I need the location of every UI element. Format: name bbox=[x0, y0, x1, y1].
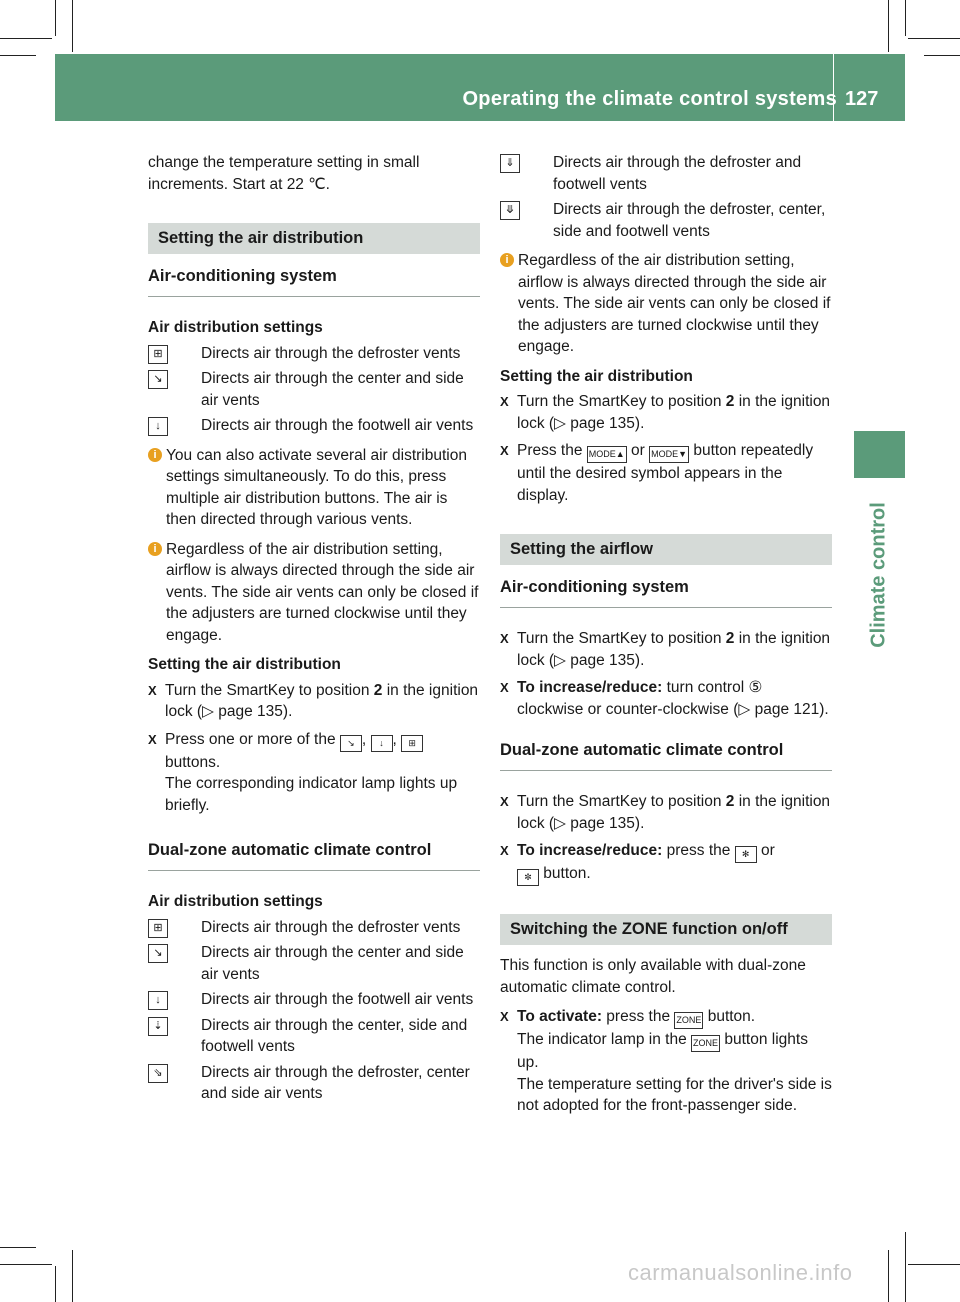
footwell-vents-icon: ↓ bbox=[148, 417, 168, 436]
crop-mark bbox=[72, 0, 73, 52]
zone-button-icon: ZONE bbox=[674, 1012, 703, 1029]
step-item: X Turn the SmartKey to position 2 in the ignition lock (▷ page 135). bbox=[148, 680, 480, 723]
crop-mark bbox=[924, 55, 960, 56]
center-side-vents-icon: ↘ bbox=[340, 735, 362, 752]
air-distribution-description: Directs air through the center and side air vents bbox=[201, 370, 464, 409]
step-item: X Turn the SmartKey to position 2 in the ignition lock (▷ page 135). bbox=[500, 628, 832, 671]
fan-decrease-button-icon: ✼ bbox=[517, 869, 539, 886]
left-column bbox=[148, 152, 480, 1109]
watermark: carmanualsonline.info bbox=[628, 1260, 853, 1285]
step-arrow-icon: X bbox=[148, 731, 157, 747]
crop-mark bbox=[72, 1250, 73, 1302]
crop-mark bbox=[908, 1264, 960, 1265]
intro-text: change the temperature setting in small increments. Start at 22 ℃. bbox=[148, 154, 420, 193]
step-item: X Press the MODE▲ or MODE▼ button repeatedly until the desired symbol appears in the display. bbox=[500, 440, 832, 506]
subsection-heading: Air-conditioning system bbox=[148, 264, 480, 297]
crop-mark bbox=[888, 1250, 889, 1302]
center-side-vents-icon: ↘ bbox=[148, 370, 168, 389]
air-distribution-description: Directs air through the defroster and footwell vents bbox=[553, 154, 802, 193]
defroster-footwell-vents-icon: ⇓ bbox=[500, 154, 520, 173]
footwell-vents-icon: ↓ bbox=[148, 991, 168, 1010]
info-icon: i bbox=[148, 542, 162, 556]
center-side-vents-icon: ↘ bbox=[148, 944, 168, 963]
step-arrow-icon: X bbox=[500, 443, 509, 458]
zone-button-icon: ZONE bbox=[691, 1035, 720, 1052]
air-distribution-description: Directs air through the defroster, center, side and footwell vents bbox=[553, 201, 826, 240]
chapter-tab bbox=[829, 485, 929, 665]
air-distribution-item bbox=[148, 1062, 480, 1105]
footwell-vents-icon: ↓ bbox=[371, 735, 393, 752]
crop-mark bbox=[888, 0, 889, 52]
settings-heading: Air distribution settings bbox=[148, 319, 323, 336]
step-arrow-icon: X bbox=[500, 680, 509, 695]
step-item: X Press one or more of the ↘ , ↓ , ⊞ buttons. The corresponding indicator lamp lights up briefly. bbox=[148, 729, 480, 817]
air-distribution-description: Directs air through the center and side air vents bbox=[201, 944, 464, 983]
defroster-vents-icon: ⊞ bbox=[148, 345, 168, 364]
crop-mark bbox=[0, 1264, 52, 1265]
right-column bbox=[500, 152, 832, 1123]
section-heading: Setting the air distribution bbox=[148, 223, 480, 254]
chapter-tab-marker bbox=[854, 431, 905, 478]
air-distribution-list bbox=[148, 917, 480, 1105]
air-distribution-item bbox=[148, 343, 480, 365]
info-icon: i bbox=[500, 253, 514, 267]
info-note: i Regardless of the air distribution setting, airflow is always directed through the side air vents. The side air vents can only be closed if the adjusters are turned clockwise until they engage. bbox=[500, 250, 832, 358]
air-distribution-description: Directs air through the center, side and footwell vents bbox=[201, 1016, 468, 1055]
defroster-vents-icon: ⊞ bbox=[401, 735, 423, 752]
info-note: i You can also activate several air distribution settings simultaneously. To do this, press multiple air distribution buttons. The air is then directed through various vents. bbox=[148, 445, 480, 531]
defroster-vents-icon: ⊞ bbox=[148, 919, 168, 938]
chapter-tab-label: Climate control bbox=[867, 502, 890, 648]
defroster-center-side-footwell-vents-icon: ⤋ bbox=[500, 201, 520, 220]
air-distribution-item bbox=[148, 942, 480, 985]
air-distribution-item bbox=[148, 415, 480, 437]
procedure-heading: Setting the air distribution bbox=[148, 656, 341, 673]
air-distribution-item bbox=[148, 989, 480, 1011]
step-item: X Turn the SmartKey to position 2 in the ignition lock (▷ page 135). bbox=[500, 791, 832, 834]
mode-up-button-icon: MODE▲ bbox=[587, 446, 627, 463]
air-distribution-description: Directs air through the defroster vents bbox=[201, 918, 461, 936]
page-header bbox=[55, 54, 905, 121]
air-distribution-list bbox=[500, 152, 832, 242]
step-arrow-icon: X bbox=[500, 794, 509, 809]
defroster-center-side-vents-icon: ⇘ bbox=[148, 1064, 168, 1083]
air-distribution-item bbox=[148, 917, 480, 939]
crop-mark bbox=[905, 0, 906, 36]
step-item: X To increase/reduce: press the ✻ or ✼ button. bbox=[500, 840, 832, 886]
air-distribution-item bbox=[500, 199, 832, 242]
air-distribution-item bbox=[500, 152, 832, 195]
crop-mark bbox=[0, 38, 52, 39]
air-distribution-description: Directs air through the defroster vents bbox=[201, 344, 461, 362]
crop-mark bbox=[908, 38, 960, 39]
section-heading: Switching the ZONE function on/off bbox=[500, 914, 832, 945]
center-side-footwell-vents-icon: ⇣ bbox=[148, 1017, 168, 1036]
step-arrow-icon: X bbox=[500, 843, 509, 858]
step-item: X Turn the SmartKey to position 2 in the ignition lock (▷ page 135). bbox=[500, 391, 832, 434]
crop-mark bbox=[55, 0, 56, 36]
subsection-heading: Dual-zone automatic climate control bbox=[500, 738, 832, 771]
air-distribution-list bbox=[148, 343, 480, 437]
info-note: i Regardless of the air distribution setting, airflow is always directed through the side air vents. The side air vents can only be closed if the adjusters are turned clockwise until they engage. bbox=[148, 539, 480, 647]
subsection-heading: Dual-zone automatic climate control bbox=[148, 838, 480, 871]
crop-mark bbox=[905, 1232, 906, 1302]
step-item: X To activate: press the ZONE button. The indicator lamp in the ZONE button lights up. The temperature setting for the driver's side is not adopted for the front-passenger side. bbox=[500, 1006, 832, 1117]
page-title: Operating the climate control systems bbox=[462, 88, 837, 110]
fan-increase-button-icon: ✻ bbox=[735, 846, 757, 863]
crop-mark bbox=[55, 1266, 56, 1302]
step-item: X To increase/reduce: turn control ⑤ clockwise or counter-clockwise (▷ page 121). bbox=[500, 677, 832, 720]
settings-heading: Air distribution settings bbox=[148, 893, 323, 910]
step-arrow-icon: X bbox=[500, 394, 509, 409]
subsection-heading: Air-conditioning system bbox=[500, 575, 832, 608]
air-distribution-description: Directs air through the footwell air vents bbox=[201, 417, 474, 434]
crop-mark bbox=[0, 1247, 36, 1248]
step-arrow-icon: X bbox=[500, 631, 509, 646]
air-distribution-description: Directs air through the defroster, center and side air vents bbox=[201, 1063, 470, 1102]
procedure-heading: Setting the air distribution bbox=[500, 367, 693, 385]
page-number: 127 bbox=[845, 88, 879, 110]
crop-mark bbox=[0, 55, 36, 56]
air-distribution-description: Directs air through the footwell air vents bbox=[201, 991, 474, 1008]
section-heading: Setting the airflow bbox=[500, 534, 832, 565]
mode-down-button-icon: MODE▼ bbox=[649, 446, 689, 463]
info-icon: i bbox=[148, 448, 162, 462]
header-divider bbox=[833, 54, 834, 121]
body-text: This function is only available with dual-zone automatic climate control. bbox=[500, 957, 806, 996]
air-distribution-item bbox=[148, 1015, 480, 1058]
step-arrow-icon: X bbox=[148, 682, 157, 698]
air-distribution-item bbox=[148, 368, 480, 411]
step-arrow-icon: X bbox=[500, 1009, 509, 1024]
